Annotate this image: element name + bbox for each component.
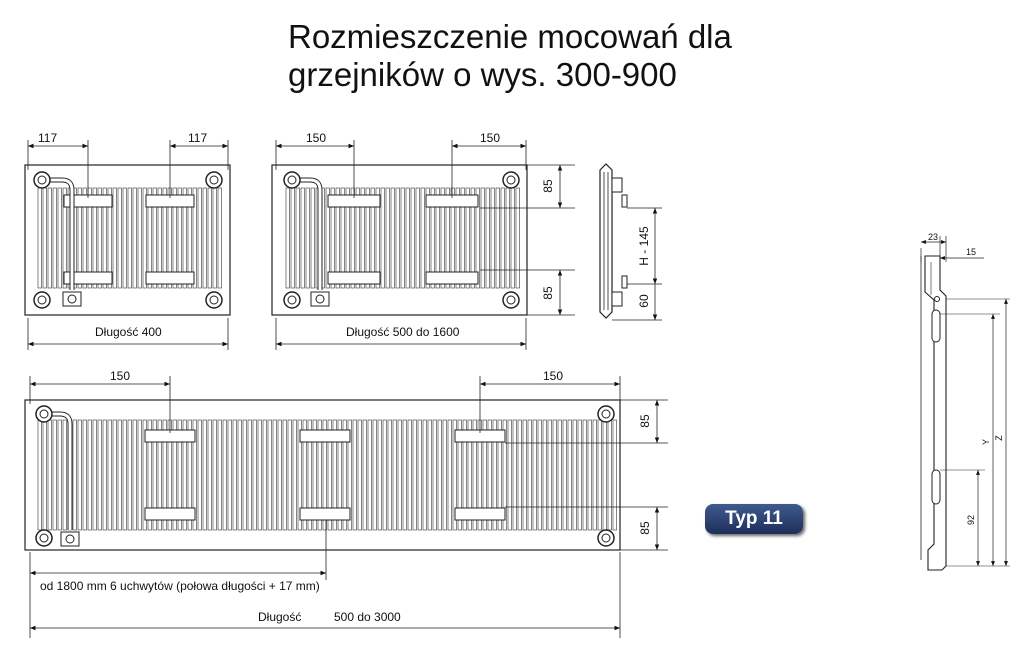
bracket-slot <box>932 470 940 504</box>
radiator-fin <box>286 188 290 288</box>
connector-icon <box>598 406 614 422</box>
radiator-fin <box>543 420 547 530</box>
radiator-fin <box>268 420 272 530</box>
dim-117-left: 117 <box>38 131 58 145</box>
mounting-bracket <box>300 430 350 442</box>
radiator-fin <box>58 188 62 288</box>
radiator-fin <box>413 420 417 530</box>
radiator-fin <box>408 420 412 530</box>
radiator-fin <box>108 420 112 530</box>
radiator-fin <box>438 420 442 530</box>
connector-icon <box>598 530 614 546</box>
radiator-1600-diagram <box>272 131 575 350</box>
radiator-fin <box>613 420 617 530</box>
radiator-fin <box>138 188 142 288</box>
radiator-fin <box>203 420 207 530</box>
dim-92: 92 <box>966 514 976 526</box>
radiator-fin <box>238 420 242 530</box>
radiator-fin <box>38 420 42 530</box>
radiator-fin <box>283 420 287 530</box>
radiator-fin <box>558 420 562 530</box>
title-line-1: Rozmieszczenie mocowań dla <box>288 18 732 55</box>
radiator-fin <box>388 420 392 530</box>
dim-85-top: 85 <box>541 179 555 193</box>
radiator-fin <box>128 420 132 530</box>
radiator-fin <box>53 420 57 530</box>
dim-60: 60 <box>637 294 651 308</box>
radiator-fin <box>198 420 202 530</box>
radiator-fin <box>523 420 527 530</box>
radiator-fin <box>513 420 517 530</box>
radiator-fin <box>288 420 292 530</box>
radiator-fin <box>123 188 127 288</box>
radiator-fin <box>113 188 117 288</box>
radiator-fin <box>508 420 512 530</box>
radiator-fin <box>218 420 222 530</box>
radiator-side-view <box>600 164 662 320</box>
radiator-fin <box>393 420 397 530</box>
radiator-fin <box>218 188 222 288</box>
connector-icon <box>503 172 519 188</box>
connector-icon <box>503 292 519 308</box>
radiator-fin <box>443 420 447 530</box>
radiator-fin <box>203 188 207 288</box>
connector-icon <box>36 406 52 422</box>
dim-85-bottom: 85 <box>541 286 555 300</box>
radiator-fin <box>133 188 137 288</box>
radiator-fin <box>516 188 520 288</box>
dim-85-top: 85 <box>638 414 652 428</box>
dim-z: Z <box>994 435 1004 441</box>
radiator-3000-diagram <box>25 369 668 638</box>
radiator-fin <box>53 188 57 288</box>
dim-23: 23 <box>928 232 939 242</box>
wall-bracket-diagram <box>921 232 1010 570</box>
radiator-fin <box>391 188 395 288</box>
radiator-fin <box>396 188 400 288</box>
type-badge: Typ 11 <box>705 504 803 534</box>
radiator-fin <box>598 420 602 530</box>
radiator-fin <box>253 420 257 530</box>
radiator-fin <box>311 188 315 288</box>
radiator-fin <box>386 188 390 288</box>
dim-150-left: 150 <box>110 369 131 383</box>
radiator-fin <box>603 420 607 530</box>
radiator-fin <box>98 420 102 530</box>
connector-icon <box>284 172 300 188</box>
radiator-fin <box>228 420 232 530</box>
radiator-fin <box>63 420 67 530</box>
radiator-fin <box>291 188 295 288</box>
radiator-fin <box>83 420 87 530</box>
mounting-bracket <box>145 508 195 520</box>
dim-h-145: H - 145 <box>637 226 651 266</box>
connector-icon <box>36 530 52 546</box>
radiator-fin <box>506 188 510 288</box>
radiator-fin <box>416 188 420 288</box>
mounting-bracket <box>426 272 478 284</box>
radiator-fin <box>403 420 407 530</box>
connector-icon <box>284 292 300 308</box>
radiator-fin <box>481 188 485 288</box>
radiator-fin <box>296 188 300 288</box>
radiator-fin <box>263 420 267 530</box>
radiator-fin <box>38 188 42 288</box>
radiator-fin <box>103 420 107 530</box>
radiator-fin <box>398 420 402 530</box>
radiator-fin <box>363 420 367 530</box>
connector-icon <box>206 172 222 188</box>
valve-icon <box>311 292 329 306</box>
radiator-fin <box>583 420 587 530</box>
radiator-fin <box>448 420 452 530</box>
radiator-fin <box>133 420 137 530</box>
radiator-fin <box>208 188 212 288</box>
length-3000-label: Długość <box>258 610 302 624</box>
radiator-fin <box>93 420 97 530</box>
mounting-bracket <box>146 272 194 284</box>
dim-117-right: 117 <box>188 131 208 145</box>
radiator-fin <box>573 420 577 530</box>
radiator-fin <box>48 188 52 288</box>
radiator-fin <box>198 188 202 288</box>
radiator-fin <box>208 420 212 530</box>
radiator-fin <box>533 420 537 530</box>
radiator-fin <box>608 420 612 530</box>
radiator-fin <box>528 420 532 530</box>
radiator-fin <box>248 420 252 530</box>
bracket-note: od 1800 mm 6 uchwytów (połowa długości + 17 mm) <box>40 579 320 593</box>
dim-150-left: 150 <box>306 131 327 145</box>
dim-150-right: 150 <box>480 131 501 145</box>
title-line-2: grzejników o wys. 300-900 <box>288 56 677 93</box>
radiator-fin <box>428 420 432 530</box>
radiator-fin <box>113 420 117 530</box>
radiator-fin <box>123 420 127 530</box>
radiator-fin <box>223 420 227 530</box>
radiator-fin <box>418 420 422 530</box>
radiator-fin <box>433 420 437 530</box>
radiator-fin <box>568 420 572 530</box>
radiator-fin <box>78 420 82 530</box>
radiator-fin <box>373 420 377 530</box>
radiator-fin <box>118 420 122 530</box>
radiator-fin <box>501 188 505 288</box>
mounting-bracket <box>455 508 505 520</box>
radiator-fin <box>518 420 522 530</box>
radiator-fin <box>353 420 357 530</box>
radiator-fin <box>538 420 542 530</box>
radiator-fin <box>306 188 310 288</box>
radiator-fin <box>496 188 500 288</box>
radiator-fin <box>511 188 515 288</box>
valve-icon <box>61 532 79 546</box>
radiator-fin <box>43 420 47 530</box>
radiator-fin <box>563 420 567 530</box>
valve-icon <box>63 292 81 306</box>
connector-icon <box>34 172 50 188</box>
radiator-fin <box>243 420 247 530</box>
length-400-label: Długość 400 <box>95 325 162 339</box>
radiator-fin <box>88 420 92 530</box>
radiator-fin <box>43 188 47 288</box>
dim-150-right: 150 <box>543 369 564 383</box>
radiator-fin <box>358 420 362 530</box>
radiator-fin <box>491 188 495 288</box>
dim-15: 15 <box>966 247 977 257</box>
radiator-fin <box>593 420 597 530</box>
radiator-fin <box>73 420 77 530</box>
radiator-fin <box>213 420 217 530</box>
radiator-fin <box>233 420 237 530</box>
mounting-bracket <box>300 508 350 520</box>
radiator-fin <box>548 420 552 530</box>
radiator-fin <box>378 420 382 530</box>
radiator-fin <box>138 420 142 530</box>
radiator-fin <box>128 188 132 288</box>
radiator-fin <box>553 420 557 530</box>
radiator-fin <box>401 188 405 288</box>
bracket-outline <box>925 256 946 570</box>
dim-85-bottom: 85 <box>638 521 652 535</box>
length-1600-label: Długość 500 do 1600 <box>346 325 460 339</box>
radiator-fin <box>273 420 277 530</box>
radiator-fin <box>301 188 305 288</box>
radiator-fin <box>578 420 582 530</box>
dim-y: Y <box>981 438 991 446</box>
radiator-400-diagram <box>25 131 230 350</box>
radiator-fin <box>48 420 52 530</box>
radiator-fin <box>213 188 217 288</box>
radiator-fin <box>406 188 410 288</box>
length-3000-value: 500 do 3000 <box>334 610 401 624</box>
radiator-fin <box>293 420 297 530</box>
radiator-fin <box>411 188 415 288</box>
radiator-fin <box>381 188 385 288</box>
radiator-fin <box>486 188 490 288</box>
radiator-fin <box>421 188 425 288</box>
connector-icon <box>206 292 222 308</box>
connector-icon <box>34 292 50 308</box>
radiator-fin <box>58 420 62 530</box>
radiator-fin <box>278 420 282 530</box>
radiator-fin <box>368 420 372 530</box>
bracket-slot <box>932 310 940 342</box>
radiator-fin <box>118 188 122 288</box>
radiator-fin <box>423 420 427 530</box>
radiator-fin <box>383 420 387 530</box>
radiator-fin <box>588 420 592 530</box>
radiator-fin <box>258 420 262 530</box>
mounting-bracket <box>328 272 380 284</box>
